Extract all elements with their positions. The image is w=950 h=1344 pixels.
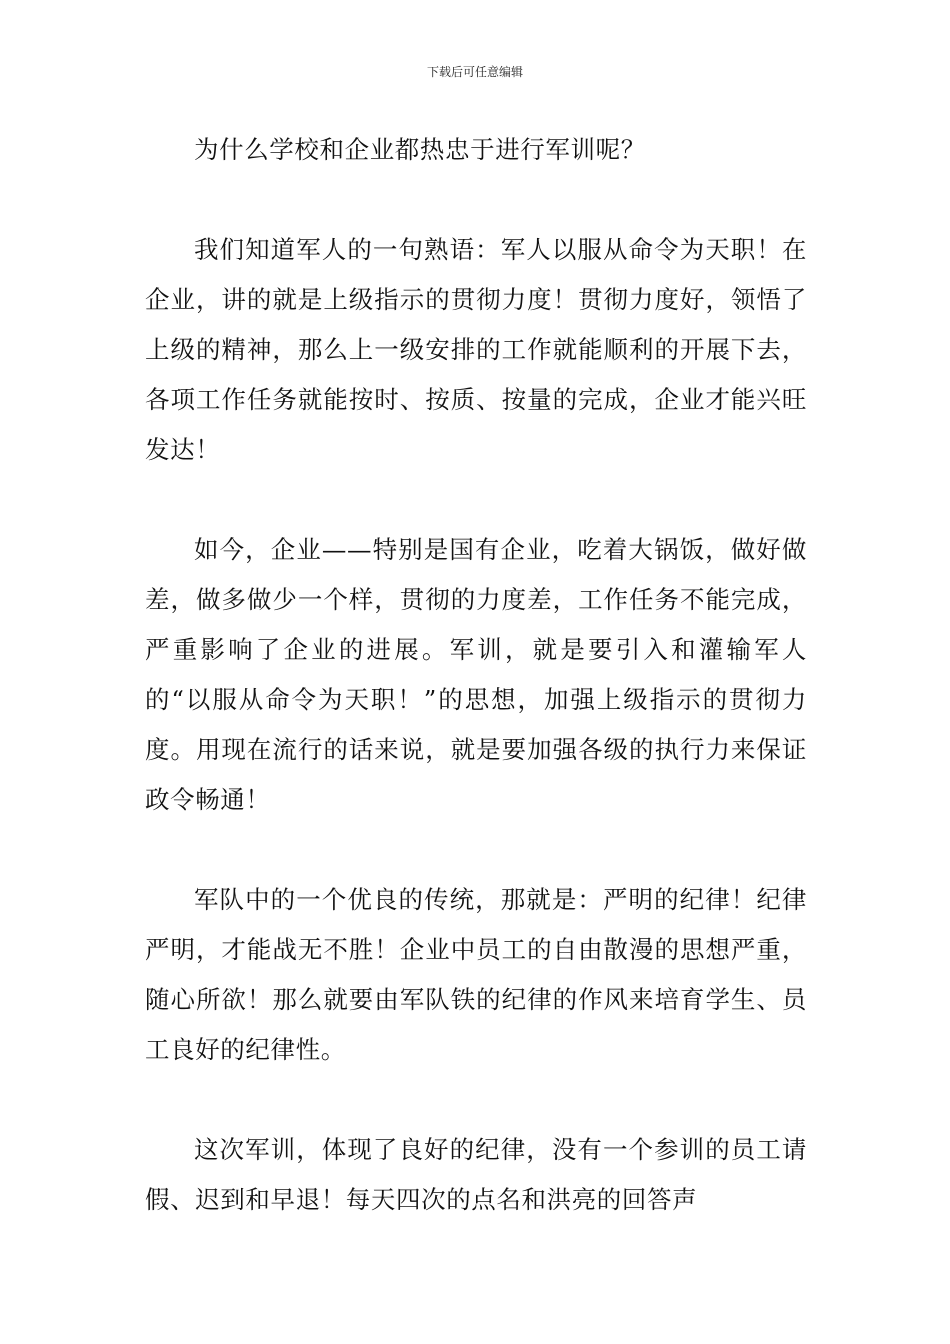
paragraph-1: 我们知道军人的一句熟语：军人以服从命令为天职！在企业，讲的就是上级指示的贯彻力度！贯彻力度好，领悟了上级的精神，那么上一级安排的工作就能顺利的开展下去，各项工作任务就能按时、按质、按量的完成，企业才能兴旺发达！	[145, 235, 807, 464]
document-body	[145, 125, 807, 1225]
paragraph-2: 如今，企业——特别是国有企业，吃着大锅饭，做好做差，做多做少一个样，贯彻的力度差，工作任务不能完成，严重影响了企业的进展。军训，就是要引入和灌输军人的“以服从命令为天职！”的思想，加强上级指示的贯彻力度。用现在流行的话来说，就是要加强各级的执行力来保证政令畅通！	[145, 535, 807, 814]
document-title: 为什么学校和企业都热忠于进行军训呢？	[194, 135, 646, 164]
paragraph-3: 军队中的一个优良的传统，那就是：严明的纪律！纪律严明，才能战无不胜！企业中员工的自由散漫的思想严重，随心所欲！那么就要由军队铁的纪律的作风来培育学生、员工良好的纪律性。	[145, 885, 807, 1064]
paragraph-4: 这次军训，体现了良好的纪律，没有一个参训的员工请假、迟到和早退！每天四次的点名和洪亮的回答声	[145, 1135, 807, 1214]
header-note: 下载后可任意编辑	[426, 65, 523, 79]
